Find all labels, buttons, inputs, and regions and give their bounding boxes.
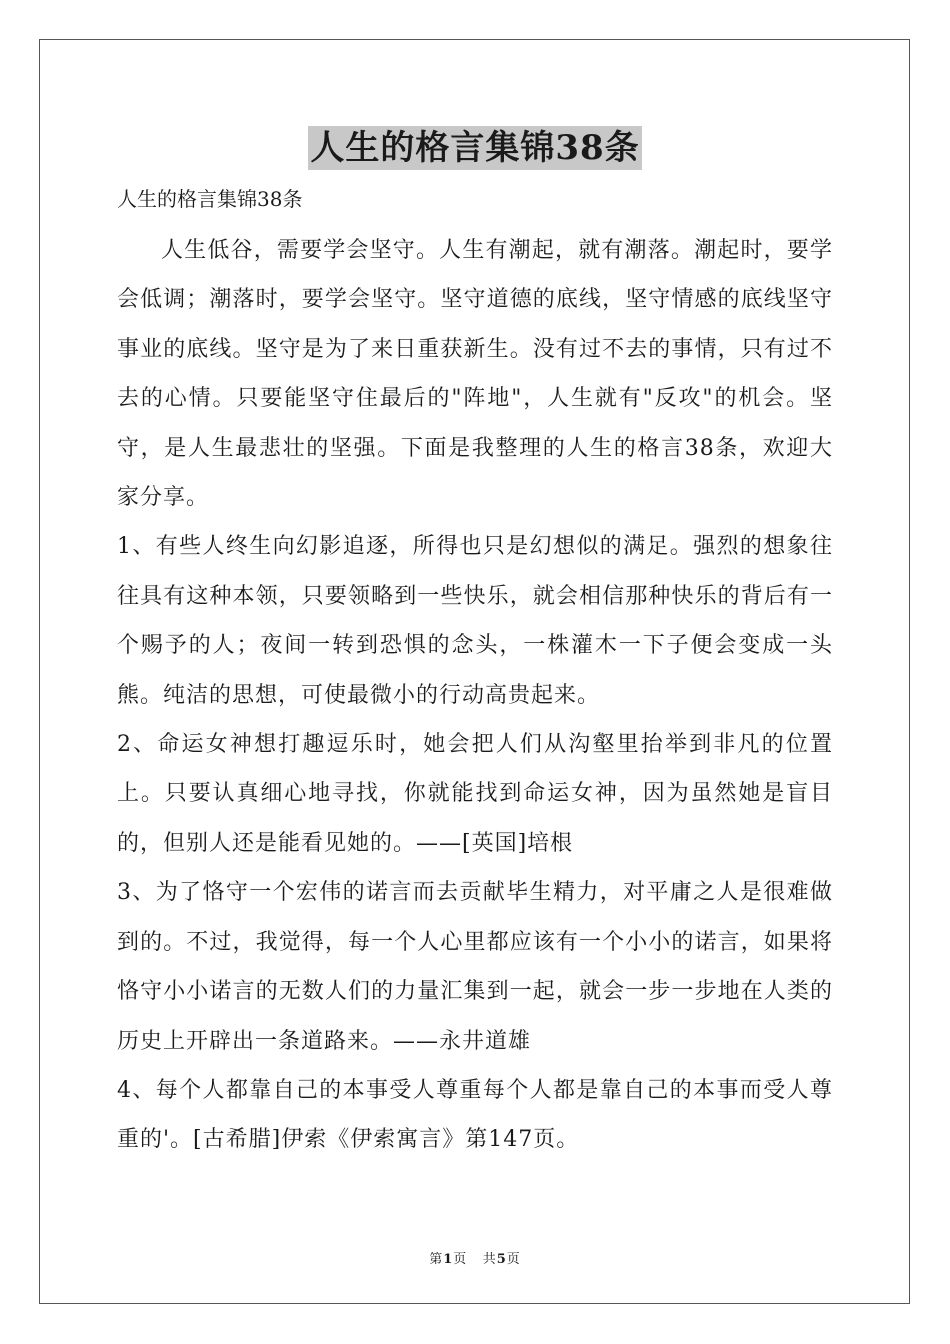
page-suffix: 页 — [453, 1252, 468, 1267]
page-footer — [0, 1248, 950, 1267]
total-prefix: 共 — [482, 1252, 497, 1267]
document-subtitle: 人生的格言集锦38条 — [117, 187, 303, 211]
total-pages: 5 — [496, 1252, 507, 1267]
list-item: 1、有些人终生向幻影追逐，所得也只是幻想似的满足。强烈的想象往往具有这种本领，只要领略到一些快乐，就会相信那种快乐的背后有一个赐予的人；夜间一转到恐惧的念头，一株灌木一下子便会变成一头熊。纯洁的思想，可使最微小的行动高贵起来。 — [117, 534, 833, 708]
page-prefix: 第 — [429, 1252, 444, 1267]
list-item: 3、为了恪守一个宏伟的诺言而去贡献毕生精力，对平庸之人是很难做到的。不过，我觉得，每一个人心里都应该有一个小小的诺言，如果将恪守小小诺言的无数人们的力量汇集到一起，就会一步一步地在人类的历史上开辟出一条道路来。——永井道雄 — [117, 880, 833, 1054]
document-body — [117, 180, 833, 1165]
list-item: 4、每个人都靠自己的本事受人尊重每个人都是靠自己的本事而受人尊重的'。[古希腊]伊索《伊索寓言》第147页。 — [117, 1077, 833, 1153]
list-item: 2、命运女神想打趣逗乐时，她会把人们从沟壑里抬举到非凡的位置上。只要认真细心地寻找，你就能找到命运女神，因为虽然她是盲目的，但别人还是能看见她的。——[英国]培根 — [117, 732, 833, 856]
page-number: 1 — [443, 1252, 454, 1267]
document-title: 人生的格言集锦38条 — [310, 128, 640, 168]
total-suffix: 页 — [506, 1252, 521, 1267]
intro-paragraph: 人生低谷，需要学会坚守。人生有潮起，就有潮落。潮起时，要学会低调；潮落时，要学会坚守。坚守道德的底线，坚守情感的底线坚守事业的底线。坚守是为了来日重获新生。没有过不去的事情，只有过不去的心情。只要能坚守住最后的"阵地"，人生就有"反攻"的机会。坚守，是人生最悲壮的坚强。下面是我整理的人生的格言38条，欢迎大家分享。 — [117, 238, 833, 511]
title-wrap — [0, 126, 950, 170]
